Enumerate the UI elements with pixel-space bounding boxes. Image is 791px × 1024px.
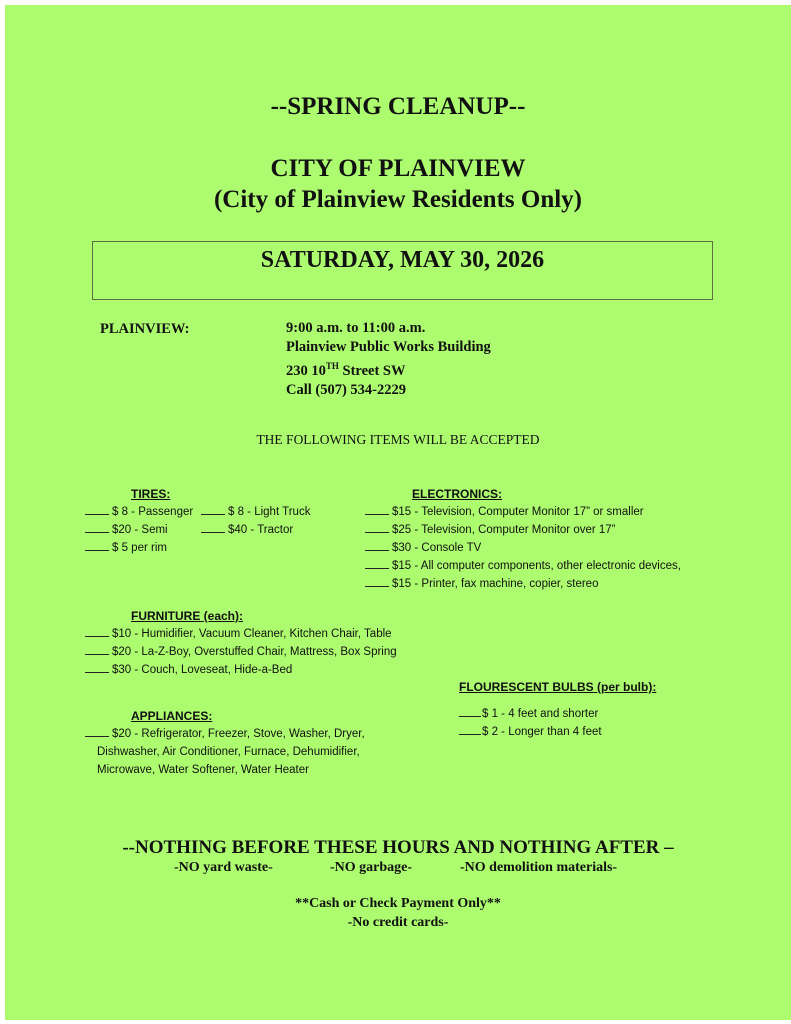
furniture-item: $20 - La-Z-Boy, Overstuffed Chair, Mattress, Box Spring xyxy=(85,643,397,661)
electronics-item: $30 - Console TV xyxy=(365,539,681,557)
cash-check-only: **Cash or Check Payment Only** xyxy=(295,896,501,911)
checkbox-line[interactable] xyxy=(85,539,109,551)
tire-item: $ 5 per rim xyxy=(85,539,193,557)
electronics-item: $25 - Television, Computer Monitor over 17” xyxy=(365,521,681,539)
checkbox-line[interactable] xyxy=(85,521,109,533)
city-title: CITY OF PLAINVIEW xyxy=(270,155,526,182)
furniture-title: FURNITURE (each): xyxy=(131,609,244,623)
checkbox-line[interactable] xyxy=(459,723,481,735)
checkbox-line[interactable] xyxy=(85,643,109,655)
bulbs-title: FLOURESCENT BULBS (per bulb): xyxy=(459,680,657,694)
no-garbage: -NO garbage- xyxy=(330,860,413,875)
event-location: Plainview Public Works Building xyxy=(286,339,491,355)
event-phone: Call (507) 534-2229 xyxy=(286,381,407,398)
electronics-list xyxy=(365,503,681,593)
tire-item: $40 - Tractor xyxy=(201,521,293,539)
electronics-item: $15 - Printer, fax machine, copier, stereo xyxy=(365,575,681,593)
checkbox-line[interactable] xyxy=(459,705,481,717)
no-demolition: -NO demolition materials- xyxy=(460,860,618,875)
event-date: SATURDAY, MAY 30, 2026 xyxy=(260,247,545,273)
bulb-item: $ 1 - 4 feet and shorter xyxy=(459,705,602,723)
appliance-item: $20 - Refrigerator, Freezer, Stove, Washer, Dryer, xyxy=(85,725,365,743)
date-box xyxy=(92,241,713,300)
no-yard-waste: -NO yard waste- xyxy=(174,860,273,875)
furniture-item: $30 - Couch, Loveseat, Hide-a-Bed xyxy=(85,661,397,679)
event-address: 230 10TH Street SW xyxy=(286,361,406,379)
tire-item: $ 8 - Passenger xyxy=(85,506,193,518)
appliances-list: $20 - Refrigerator, Freezer, Stove, Washer, Dryer, Dishwasher, Air Conditioner, Furnace, Dehumidifier, Microwave, Water Softener, Water Heater xyxy=(85,725,365,779)
checkbox-line[interactable] xyxy=(201,503,225,515)
checkbox-line[interactable] xyxy=(85,503,109,515)
event-title: --SPRING CLEANUP-- xyxy=(270,93,526,120)
checkbox-line[interactable] xyxy=(365,521,389,533)
furniture-item: $10 - Humidifier, Vacuum Cleaner, Kitchen Chair, Table xyxy=(85,625,397,643)
furniture-list xyxy=(85,625,397,679)
checkbox-line[interactable] xyxy=(85,725,109,737)
checkbox-line[interactable] xyxy=(365,557,389,569)
flyer-page xyxy=(5,5,791,1020)
checkbox-line[interactable] xyxy=(201,521,225,533)
checkbox-line[interactable] xyxy=(365,539,389,551)
payment-note xyxy=(5,894,791,932)
tire-item: $20 - Semi xyxy=(85,524,168,536)
location-details xyxy=(286,319,491,400)
tires-list xyxy=(85,503,311,557)
event-hours: 9:00 a.m. to 11:00 a.m. xyxy=(286,320,426,336)
appliances-title: APPLIANCES: xyxy=(131,709,213,723)
tire-item: $ 8 - Light Truck xyxy=(201,503,310,521)
electronics-item: $15 - All computer components, other electronic devices, xyxy=(365,557,681,575)
checkbox-line[interactable] xyxy=(85,661,109,673)
no-credit-cards: -No credit cards- xyxy=(347,915,449,930)
hours-warning: --NOTHING BEFORE THESE HOURS AND NOTHING AFTER – xyxy=(122,837,674,858)
checkbox-line[interactable] xyxy=(365,503,389,515)
tires-title: TIRES: xyxy=(131,487,171,501)
location-label: PLAINVIEW: xyxy=(100,321,190,337)
residents-only-note: (City of Plainview Residents Only) xyxy=(213,186,583,213)
bulbs-list xyxy=(459,705,602,741)
electronics-item: $15 - Television, Computer Monitor 17” or smaller xyxy=(365,503,681,521)
checkbox-line[interactable] xyxy=(85,625,109,637)
accepted-heading: THE FOLLOWING ITEMS WILL BE ACCEPTED xyxy=(256,432,540,447)
checkbox-line[interactable] xyxy=(365,575,389,587)
bulb-item: $ 2 - Longer than 4 feet xyxy=(459,723,602,741)
electronics-title: ELECTRONICS: xyxy=(412,487,502,501)
